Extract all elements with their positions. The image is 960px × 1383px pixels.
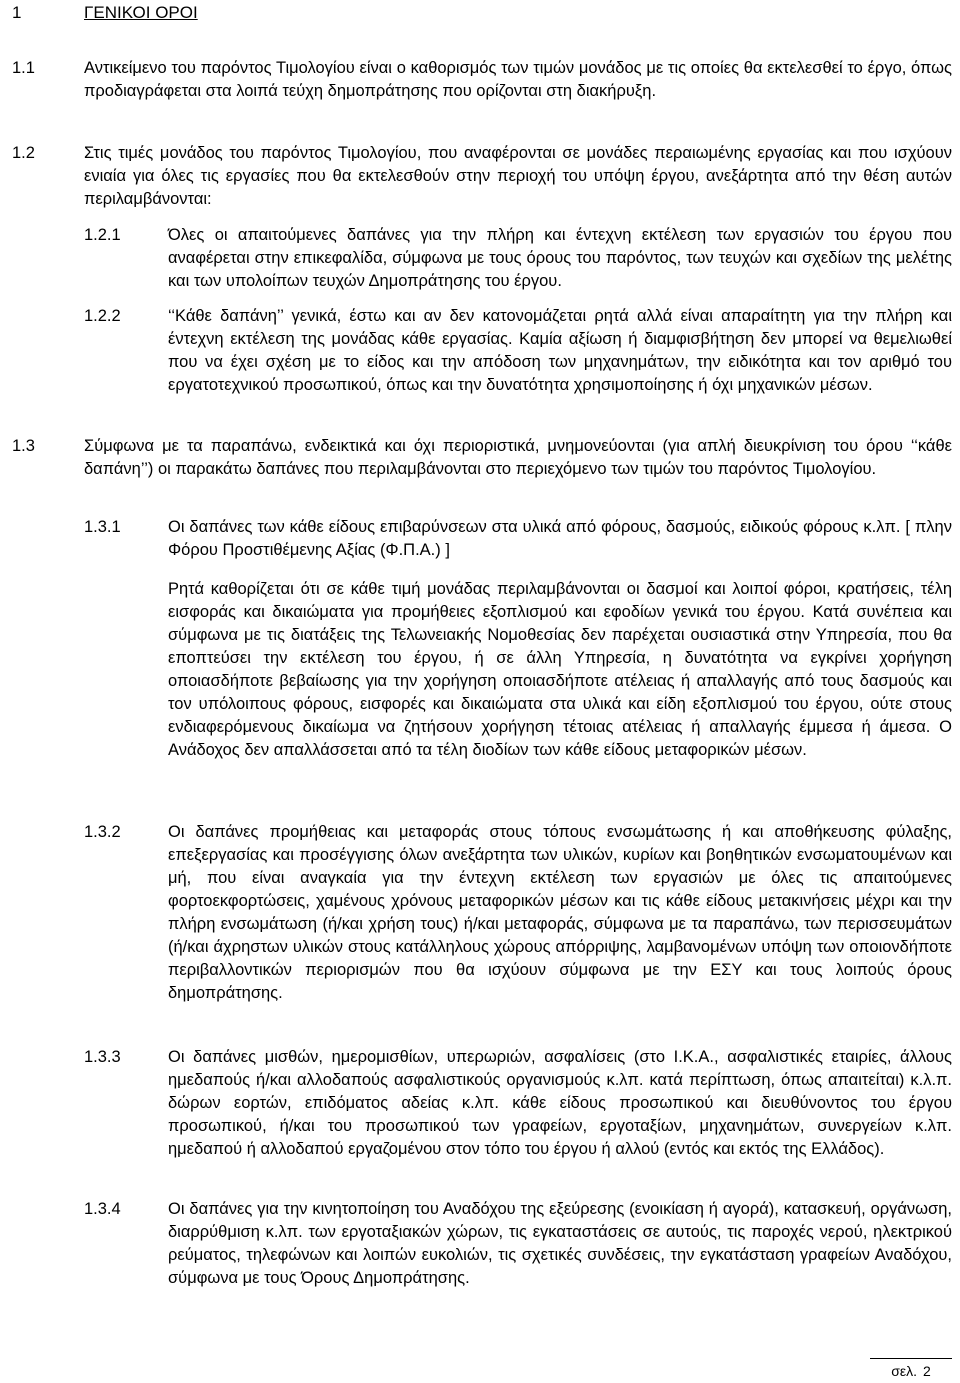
page-footer — [870, 1358, 952, 1381]
clause-text: Ρητά καθορίζεται ότι σε κάθε τιμή μονάδας περιλαμβάνονται οι δασμοί και λοιποί φόροι, κρατήσεις, τέλη εισφοράς και δικαιώματα για προμήθειες εξοπλισμού και εφοδίων γενικά του έργου. Κατά συνέπεια και σύμφωνα με τις διατάξεις της Τελωνειακής Νομοθεσίας δεν παρέχεται ουσιαστικά στην Υπηρεσία, που θα εποπτεύσει την εκτέλεση του έργου, ή σε άλλη Υπηρεσία, η δυνατότητα να εγκρίνει χορήγηση οποιασδήποτε βεβαίωσης για την χορήγηση οποιασδήποτε ατέλειας ή απαλλαγής από τους δασμούς και τον υπόλοιπους φόρους, εισφορές και δικαιώματα στα υλικά και είδη εξοπλισμού του έργου, ούτε στους ενδιαφερόμενους δικαίωμα να ζητήσουν χορήγηση τέτοιας ατέλειας ή απαλλαγής έμμεσα ή άμεσα. Ο Ανάδοχος δεν απαλλάσσεται από τα τέλη διοδίων των κάθε είδους μεταφορικών μέσων. — [168, 580, 952, 759]
clause-number: 1.1 — [12, 59, 35, 77]
page-label: σελ. — [891, 1363, 917, 1379]
clause-text: Αντικείμενο του παρόντος Τιμολογίου είναι ο καθορισμός των τιμών μονάδος με τις οποίες θα εκτελεσθεί το έργο, όπως προδιαγράφεται στα λοιπά τεύχη δημοπράτησης που ορίζονται στη διακήρυξη. — [84, 59, 952, 100]
clause-number: 1.3 — [12, 437, 35, 455]
clause-number: 1.3.3 — [84, 1048, 121, 1066]
clause-1-3-1-note — [168, 578, 952, 762]
clause-1-2-1 — [84, 224, 952, 293]
clause-text: Οι δαπάνες για την κινητοποίηση του Αναδόχου της εξεύρεσης (ενοικίαση ή αγορά), κατασκευή, οργάνωση, διαρρύθμιση κ.λπ. των εργοταξιακών χώρων, τις εγκαταστάσεις σε αυτούς, τις παροχές νερού, ηλεκτρικού ρεύματος, τηλεφώνων και λοιπών ευκολιών, τις σχετικές συνδέσεις, την εγκατάσταση γραφείων Αναδόχου, σύμφωνα με τους Όρους Δημοπράτησης. — [168, 1200, 952, 1287]
clause-1-3-1 — [84, 516, 952, 562]
clause-number: 1.3.1 — [84, 518, 121, 536]
clause-text: Οι δαπάνες προμήθειας και μεταφοράς στους τόπους ενσωμάτωσης ή και αποθήκευσης φύλαξης, επεξεργασίας και προσέγγισης όλων ανεξάρτητα των υλικών, κυρίων και βοηθητικών ενσωματουμένων και μή, που είναι αναγκαία για την έντεχνη εκτέλεση των εργασιών με όλες τις απαιτούμενες φορτοεκφορτώσεις, χαμένους χρόνους μεταφορικών μέσων και τις κάθε είδους μετακινήσεις μέχρι και την πλήρη ενσωμάτωση (ή/και χρήση τους) ή/και μεταφοράς, σύμφωνα με τα παραπάνω, των περισσευμάτων (ή/και άχρηστων υλικών στους κατάλληλους χώρους απόρριψης, λαμβανομένων υπόψη των οποιονδήποτε περιβαλλοντικών περιορισμών που θα ισχύουν σύμφωνα με την ΕΣΥ και τους λοιπούς όρους δημοπράτησης. — [168, 823, 952, 1002]
heading-title: ΓΕΝΙΚΟΙ ΟΡΟΙ — [84, 3, 198, 22]
clause-text: Στις τιμές μονάδος του παρόντος Τιμολογίου, που αναφέρονται σε μονάδες περαιωμένης εργασίας και που ισχύουν ενιαία για όλες τις εργασίες που θα εκτελεσθούν στην περιοχή του υπόψη έργου, ανεξάρτητα από την θέση αυτών περιλαμβάνονται: — [84, 144, 952, 208]
heading-number: 1 — [12, 3, 22, 22]
page-number: 2 — [922, 1363, 931, 1379]
clause-1-3-2 — [84, 821, 952, 1005]
clause-text: Οι δαπάνες μισθών, ημερομισθίων, υπερωριών, ασφαλίσεις (στο Ι.Κ.Α., ασφαλιστικές εταιρίες, άλλους ημεδαπούς ή/και αλλοδαπούς ασφαλιστικούς οργανισμούς κ.λπ. κατά περίπτωση, όπως απαιτείται) κ.λ.π. δώρων εορτών, επιδόματος αδείας κ.λπ. κάθε είδους προσωπικού και διευθύνοντος του έργου προσωπικού, ή/και του προσωπικού των γραφείων, εργοταξίων, μηχανημάτων, συνεργείων κ.λπ. ημεδαπού ή αλλοδαπού εργαζομένου στον τόπο του έργου ή αλλού (εντός και εκτός της Ελλάδος). — [168, 1048, 952, 1158]
clause-number: 1.2 — [12, 144, 35, 162]
clause-text: Οι δαπάνες των κάθε είδους επιβαρύνσεων στα υλικά από φόρους, δασμούς, ειδικούς φόρους κ.λπ. [ πλην Φόρου Προστιθέμενης Αξίας (Φ.Π.Α.) ] — [168, 518, 952, 559]
clause-text: Όλες οι απαιτούμενες δαπάνες για την πλήρη και έντεχνη εκτέλεση των εργασιών του έργου που αναφέρεται στην επικεφαλίδα, σύμφωνα με τους όρους του παρόντος, των τευχών και σχεδίων της μελέτης και των υπολοίπων τευχών Δημοπράτησης του έργου. — [168, 226, 952, 290]
clause-1-3-4 — [84, 1198, 952, 1290]
section-heading — [12, 0, 198, 26]
clause-text: ‘‘Κάθε δαπάνη’’ γενικά, έστω και αν δεν κατονομάζεται ρητά αλλά είναι απαραίτητη για την πλήρη και έντεχνη εκτέλεση της μονάδας κάθε εργασίας. Καμία αξίωση ή διαμφισβήτηση δεν μπορεί να θεμελιωθεί που να έχει σχέση με το είδος και την απόδοση των μηχανημάτων, την ειδικότητα και τον αριθμό του εργατοτεχνικού προσωπικού, όπως και την δυνατότητα χρησιμοποίησης ή όχι μηχανικών μέσων. — [168, 307, 952, 394]
clause-1-2 — [12, 142, 952, 211]
clause-1-3-3 — [84, 1046, 952, 1161]
clause-number: 1.2.2 — [84, 307, 121, 325]
clause-1-2-2 — [84, 305, 952, 397]
clause-number: 1.3.4 — [84, 1200, 121, 1218]
clause-text: Σύμφωνα με τα παραπάνω, ενδεικτικά και όχι περιοριστικά, μνημονεύονται (για απλή διευκρίνιση του όρου ‘‘κάθε δαπάνη’’) οι παρακάτω δαπάνες που περιλαμβάνονται στο περιεχόμενο των τιμών του παρόντος Τιμολογίου. — [84, 437, 952, 478]
clause-number: 1.2.1 — [84, 226, 121, 244]
clause-number: 1.3.2 — [84, 823, 121, 841]
clause-1-1 — [12, 57, 952, 103]
clause-1-3 — [12, 435, 952, 481]
